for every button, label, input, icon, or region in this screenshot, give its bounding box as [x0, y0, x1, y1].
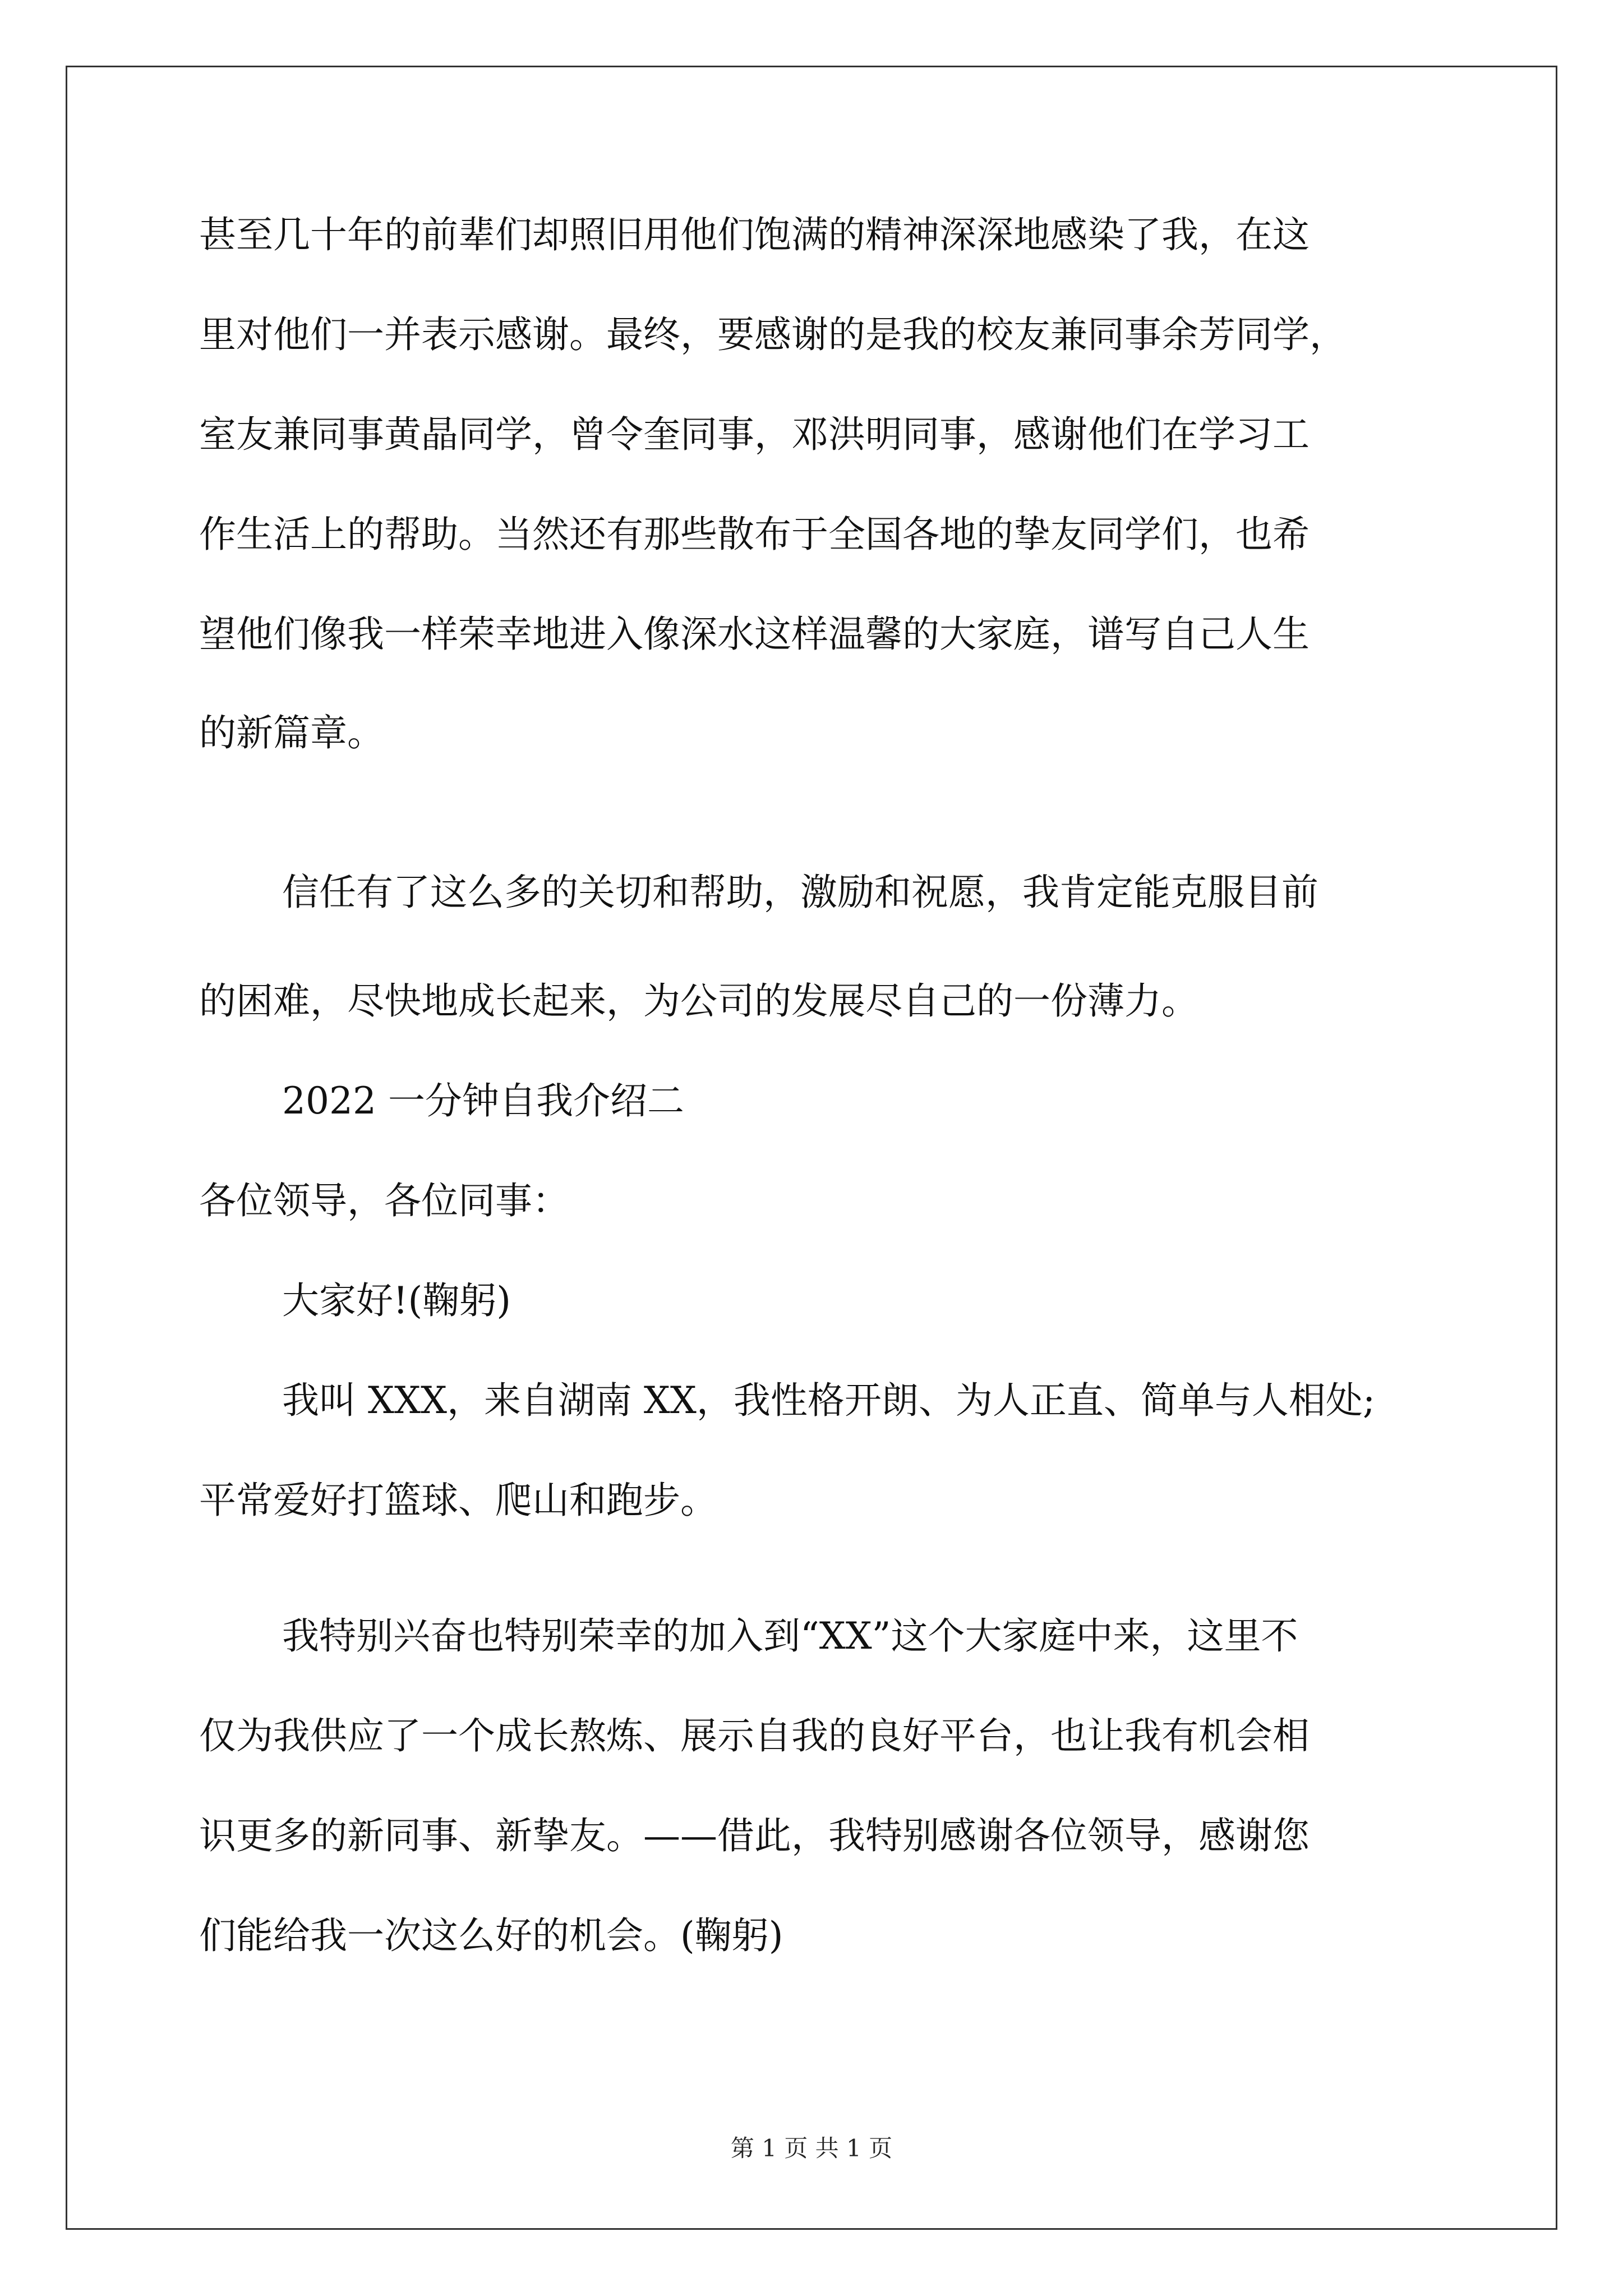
greeting: 大家好!(鞠躬): [282, 1279, 511, 1322]
section-heading: 2022 一分钟自我介绍二: [282, 1079, 684, 1122]
text-line-6: 的新篇章。: [199, 711, 384, 754]
text-line-17: 们能给我一次这么好的机会。(鞠躬): [199, 1914, 783, 1957]
text-line-3: 室友兼同事黄晶同学，曾令奎同事，邓洪明同事，感谢他们在学习工: [199, 413, 1310, 456]
text-line-12: 我叫 XXX，来自湖南 XX，我性格开朗、为人正直、简单与人相处;: [282, 1379, 1376, 1422]
text-line-15: 仅为我供应了一个成长熬炼、展示自我的良好平台，也让我有机会相: [199, 1714, 1310, 1757]
text-line-2: 里对他们一并表示感谢。最终，要感谢的是我的校友兼同事余芳同学，: [199, 313, 1347, 356]
text-line-7: 信任有了这么多的关切和帮助，激励和祝愿，我肯定能克服目前: [282, 871, 1318, 914]
text-line-1: 甚至几十年的前辈们却照旧用他们饱满的精神深深地感染了我，在这: [199, 213, 1310, 256]
text-line-5: 望他们像我一样荣幸地进入像深水这样温馨的大家庭，谱写自己人生: [199, 613, 1310, 656]
page-footer: 第 1 页 共 1 页: [730, 2134, 893, 2162]
text-line-16: 识更多的新同事、新挚友。——借此，我特别感谢各位领导，感谢您: [199, 1814, 1310, 1857]
salutation: 各位领导，各位同事：: [199, 1179, 569, 1222]
text-line-4: 作生活上的帮助。当然还有那些散布于全国各地的挚友同学们，也希: [199, 513, 1310, 556]
text-line-8: 的困难，尽快地成长起来，为公司的发展尽自己的一份薄力。: [199, 979, 1198, 1023]
text-line-13: 平常爱好打篮球、爬山和跑步。: [199, 1479, 717, 1522]
page-border: [66, 66, 1557, 2230]
text-line-14: 我特别兴奋也特别荣幸的加入到“XX”这个大家庭中来，这里不: [282, 1614, 1298, 1658]
